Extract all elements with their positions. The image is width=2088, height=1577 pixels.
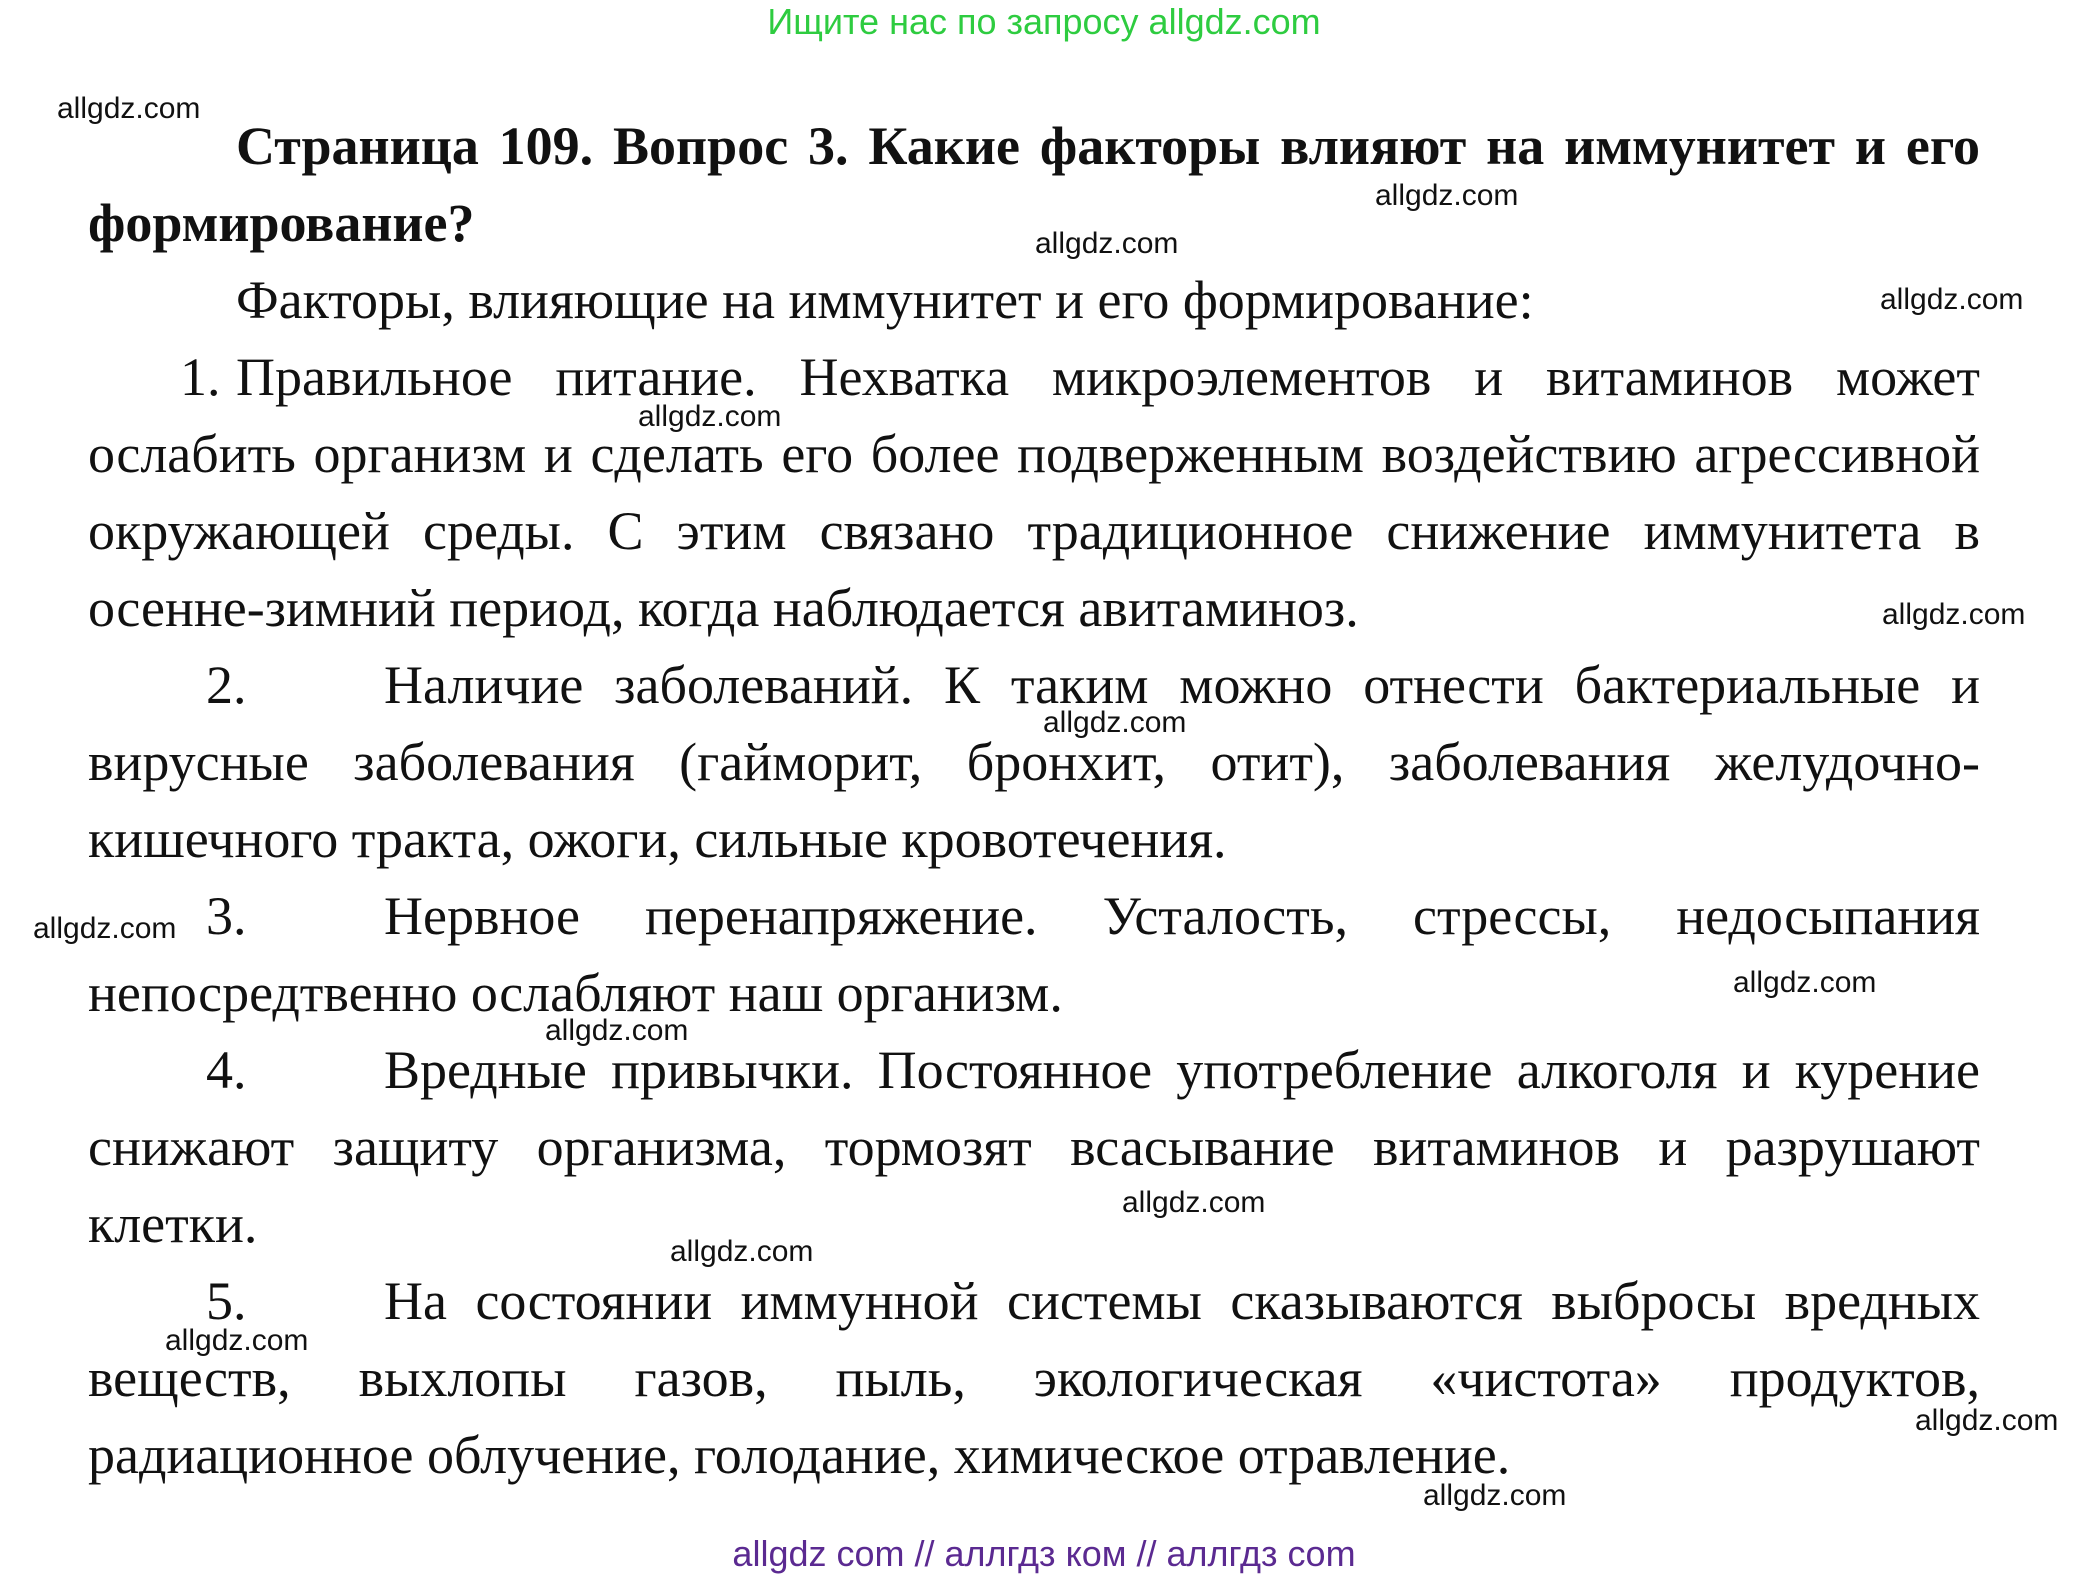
watermark: allgdz.com	[1882, 598, 2026, 631]
document-body	[88, 108, 1980, 1494]
watermark: allgdz.com	[1423, 1479, 1567, 1512]
watermark: allgdz.com	[1043, 706, 1187, 739]
watermark: allgdz.com	[57, 92, 201, 125]
list-item-number: 2.	[206, 655, 247, 715]
list-item-text: Нервное перенапряжение. Усталость, стрессы, недосыпания непосредтвенно ослабляют наш организм.	[88, 886, 1980, 1023]
watermark: allgdz.com	[1733, 966, 1877, 999]
list-item	[88, 647, 1980, 878]
intro-text: Факторы, влияющие на иммунитет и его формирование:	[236, 270, 1534, 330]
watermark: allgdz.com	[1915, 1404, 2059, 1437]
watermark: allgdz.com	[33, 912, 177, 945]
list-item-text: Наличие заболеваний. К таким можно отнести бактериальные и вирусные заболевания (гайморит, бронхит, отит), заболевания желудочно-кишечного тракта, ожоги, сильные кровотечения.	[88, 655, 1980, 869]
watermark: allgdz.com	[670, 1235, 814, 1268]
watermark: allgdz.com	[165, 1324, 309, 1357]
watermark: allgdz.com	[638, 400, 782, 433]
list-item	[88, 1263, 1980, 1494]
list-item-text: На состоянии иммунной системы сказываются выбросы вредных веществ, выхлопы газов, пыль, экологическая «чистота» продуктов, радиационное облучение, голодание, химическое отравление.	[88, 1271, 1980, 1485]
watermark: allgdz.com	[1880, 283, 2024, 316]
list-item-number: 1.	[180, 347, 221, 407]
list-item	[88, 878, 1980, 1032]
list-item	[88, 1032, 1980, 1263]
top-banner: Ищите нас по запросу allgdz.com	[767, 1, 1321, 42]
list-item-number: 4.	[206, 1040, 247, 1100]
watermark: allgdz.com	[545, 1014, 689, 1047]
list-item	[88, 339, 1980, 647]
question-heading: Страница 109. Вопрос 3. Какие факторы влияют на иммунитет и его формирование?	[88, 116, 1980, 253]
watermark: allgdz.com	[1122, 1186, 1266, 1219]
watermark: allgdz.com	[1375, 179, 1519, 212]
footer-watermark: allgdz com // аллгдз ком // аллгдз com	[732, 1533, 1356, 1574]
list-item-number: 3.	[206, 886, 247, 946]
list-item-text: Вредные привычки. Постоянное употребление алкоголя и курение снижают защиту организма, тормозят всасывание витаминов и разрушают клетки.	[88, 1040, 1980, 1254]
list-item-text: Правильное питание. Нехватка микроэлементов и витаминов может ослабить организм и сделать его более подверженным воздействию агрессивной окружающей среды. С этим связано традиционное снижение иммунитета в осенне-зимний период, когда наблюдается авитаминоз.	[88, 347, 1980, 638]
list-item-number: 5.	[206, 1271, 247, 1331]
watermark: allgdz.com	[1035, 227, 1179, 260]
